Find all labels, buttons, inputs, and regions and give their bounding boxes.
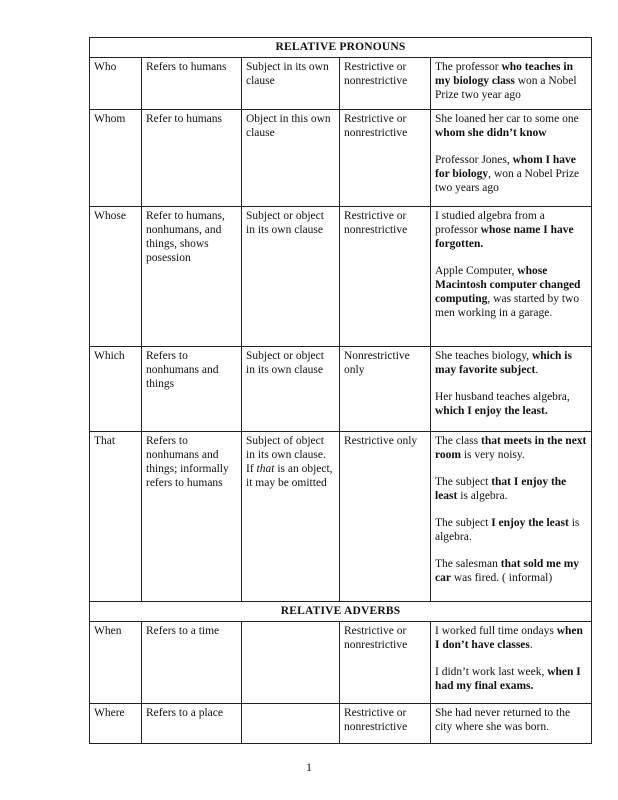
- section-header-row: [90, 38, 592, 58]
- function-part: is an object, it may be omitted: [246, 463, 333, 489]
- example-emphasis: who teaches in my biology class: [435, 61, 573, 87]
- type-cell: Restrictive or nonrestrictive: [340, 622, 431, 704]
- example-sentence: [435, 349, 587, 377]
- example-sentence: [435, 665, 587, 693]
- table-row: [90, 58, 592, 110]
- example-text: She loaned her car to some one: [435, 113, 579, 125]
- example-text: is very noisy.: [460, 449, 525, 461]
- table-row: [90, 622, 592, 704]
- example-sentence: [435, 475, 587, 503]
- refers-cell: Refers to nonhumans and things: [142, 347, 242, 432]
- example-text: I worked full time ondays: [435, 625, 557, 637]
- example-sentence: [435, 390, 587, 418]
- word-cell: Where: [90, 704, 142, 744]
- refers-cell: Refers to a place: [142, 704, 242, 744]
- example-text: Apple Computer,: [435, 265, 518, 277]
- table-row: [90, 110, 592, 207]
- example-text: , won a Nobel Prize two years ago: [435, 168, 580, 194]
- example-sentence: [435, 516, 587, 544]
- refers-cell: Refer to humans: [142, 110, 242, 207]
- word-cell: Whom: [90, 110, 142, 207]
- page-number: 1: [306, 760, 312, 774]
- example-text: is algebra.: [457, 490, 508, 502]
- relative-pronouns-table: [89, 37, 592, 744]
- example-emphasis: which I enjoy the least.: [435, 405, 548, 417]
- section-header-row: [90, 602, 592, 622]
- function-cell: Subject in its own clause: [242, 58, 340, 110]
- refers-cell: Refers to nonhumans and things; informally refers to humans: [142, 432, 242, 602]
- example-emphasis: when I don’t have classes: [435, 625, 583, 651]
- example-text: Professor Jones,: [435, 154, 513, 166]
- example-sentence: [435, 60, 587, 102]
- function-cell: Subject or object in its own clause: [242, 207, 340, 347]
- type-cell: Restrictive or nonrestrictive: [340, 704, 431, 744]
- refers-cell: Refers to humans: [142, 58, 242, 110]
- example-text: Her husband teaches algebra,: [435, 391, 570, 403]
- word-cell: When: [90, 622, 142, 704]
- example-sentence: [435, 112, 587, 140]
- example-text: The subject: [435, 476, 492, 488]
- table-row: [90, 704, 592, 744]
- table-row: [90, 432, 592, 602]
- word-cell: Which: [90, 347, 142, 432]
- type-cell: Restrictive or nonrestrictive: [340, 58, 431, 110]
- type-cell: Restrictive or nonrestrictive: [340, 207, 431, 347]
- refers-cell: Refers to a time: [142, 622, 242, 704]
- example-emphasis: when I had my final exams.: [435, 666, 581, 692]
- example-emphasis: which is may favorite subject: [435, 350, 572, 376]
- example-emphasis: whose name I have forgotten.: [435, 224, 574, 250]
- word-cell: Whose: [90, 207, 142, 347]
- example-text: I studied algebra from a professor: [435, 210, 545, 236]
- examples-cell: [431, 622, 592, 704]
- example-emphasis: that I enjoy the least: [435, 476, 567, 502]
- section-heading-pronouns: RELATIVE PRONOUNS: [90, 38, 592, 58]
- word-cell: Who: [90, 58, 142, 110]
- example-emphasis: that meets in the next room: [435, 435, 587, 461]
- example-text: won a Nobel Prize two year ago: [435, 75, 577, 101]
- type-cell: Nonrestrictive only: [340, 347, 431, 432]
- function-cell: Object in this own clause: [242, 110, 340, 207]
- example-text: The subject: [435, 517, 492, 529]
- examples-cell: [431, 347, 592, 432]
- function-cell: [242, 704, 340, 744]
- example-sentence: [435, 434, 587, 462]
- example-emphasis: whose Macintosh computer changed computing: [435, 265, 581, 305]
- example-text: was fired. ( informal): [450, 572, 553, 584]
- type-cell: Restrictive only: [340, 432, 431, 602]
- example-emphasis: I enjoy the least: [491, 517, 569, 529]
- example-text: is algebra.: [435, 517, 580, 543]
- example-emphasis: whom I have for biology: [435, 154, 576, 180]
- example-text: The salesman: [435, 558, 501, 570]
- example-sentence: [435, 264, 587, 320]
- function-part: Subject of object in its own clause. If: [246, 435, 326, 475]
- function-part-italic: that: [256, 463, 275, 475]
- example-text: I didn’t work last week,: [435, 666, 548, 678]
- example-text: The class: [435, 435, 481, 447]
- examples-cell: [431, 207, 592, 347]
- example-text: She had never returned to the city where she was born.: [435, 707, 571, 733]
- example-emphasis: that sold me my car: [435, 558, 580, 584]
- example-emphasis: whom she didn’t know: [435, 127, 547, 139]
- function-cell: [242, 622, 340, 704]
- function-cell: Subject or object in its own clause: [242, 347, 340, 432]
- examples-cell: [431, 704, 592, 744]
- example-text: .: [529, 639, 533, 651]
- table-row: [90, 207, 592, 347]
- example-sentence: [435, 209, 587, 251]
- example-sentence: [435, 557, 587, 585]
- table-row: [90, 347, 592, 432]
- examples-cell: [431, 58, 592, 110]
- type-cell: Restrictive or nonrestrictive: [340, 110, 431, 207]
- function-cell: [242, 432, 340, 602]
- refers-cell: Refer to humans, nonhumans, and things, shows posession: [142, 207, 242, 347]
- word-cell: That: [90, 432, 142, 602]
- example-sentence: [435, 624, 587, 652]
- example-sentence: [435, 153, 587, 195]
- example-sentence: [435, 706, 587, 734]
- section-heading-adverbs: RELATIVE ADVERBS: [90, 602, 592, 622]
- example-text: She teaches biology,: [435, 350, 532, 362]
- example-text: , was started by two men working in a garage.: [435, 293, 580, 319]
- examples-cell: [431, 432, 592, 602]
- examples-cell: [431, 110, 592, 207]
- example-text: The professor: [435, 61, 502, 73]
- example-text: .: [535, 364, 539, 376]
